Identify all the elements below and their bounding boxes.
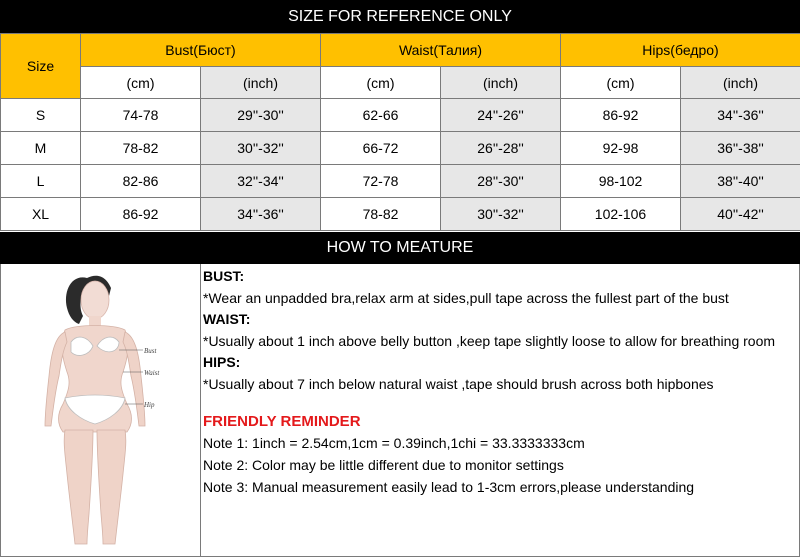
table-cell: 26''-28'': [441, 132, 561, 165]
chart-title: SIZE FOR REFERENCE ONLY: [0, 0, 800, 33]
table-cell: 24''-26'': [441, 99, 561, 132]
table-row: [1, 132, 800, 165]
hips-header: Hips(бедро): [561, 34, 800, 67]
table-cell: 78-82: [321, 198, 441, 231]
table-cell: 34''-36'': [681, 99, 800, 132]
table-header-row: [1, 34, 800, 67]
table-row: [1, 165, 800, 198]
table-cell: 29''-30'': [201, 99, 321, 132]
unit-header-row: [1, 67, 800, 99]
waist-label: Waist: [144, 369, 160, 377]
how-to-measure-title: HOW TO MEATURE: [0, 232, 800, 264]
table-cell: 86-92: [81, 198, 201, 231]
table-cell: 72-78: [321, 165, 441, 198]
waist-title: WAIST:: [203, 311, 251, 328]
measure-section: [0, 264, 800, 557]
unit-cell: (cm): [561, 67, 681, 99]
table-cell: 38''-40'': [681, 165, 800, 198]
table-cell: 66-72: [321, 132, 441, 165]
table-cell: 92-98: [561, 132, 681, 165]
note-2: Note 2: Color may be little different due to monitor settings: [203, 457, 564, 474]
table-cell: 40''-42'': [681, 198, 800, 231]
table-cell: 82-86: [81, 165, 201, 198]
size-cell: S: [1, 99, 81, 132]
table-cell: 30''-32'': [441, 198, 561, 231]
body-figure-panel: [1, 264, 201, 556]
size-table: [0, 33, 800, 231]
bust-header: Bust(Бюст): [81, 34, 321, 67]
table-cell: 28''-30'': [441, 165, 561, 198]
table-cell: 34''-36'': [201, 198, 321, 231]
size-cell: M: [1, 132, 81, 165]
unit-cell: (inch): [201, 67, 321, 99]
table-cell: 98-102: [561, 165, 681, 198]
waist-header: Waist(Талия): [321, 34, 561, 67]
unit-cell: (inch): [681, 67, 800, 99]
friendly-reminder-title: FRIENDLY REMINDER: [203, 412, 361, 430]
note-3: Note 3: Manual measurement easily lead to 1-3cm errors,please understanding: [203, 479, 695, 496]
table-cell: 36''-38'': [681, 132, 800, 165]
size-cell: XL: [1, 198, 81, 231]
table-cell: 74-78: [81, 99, 201, 132]
table-cell: 62-66: [321, 99, 441, 132]
bust-text: *Wear an unpadded bra,relax arm at sides,pull tape across the fullest part of the bust: [203, 289, 729, 306]
table-cell: 102-106: [561, 198, 681, 231]
hips-title: HIPS:: [203, 354, 241, 371]
hip-label: Hip: [144, 401, 155, 409]
bust-title: BUST:: [203, 268, 245, 284]
table-cell: 78-82: [81, 132, 201, 165]
table-cell: 30''-32'': [201, 132, 321, 165]
note-1: Note 1: 1inch = 2.54cm,1cm = 0.39inch,1chi = 33.3333333cm: [203, 435, 585, 452]
waist-text: *Usually about 1 inch above belly button ,keep tape slightly loose to allow for breathing room: [203, 332, 776, 349]
unit-cell: (cm): [81, 67, 201, 99]
size-cell: L: [1, 165, 81, 198]
hips-text: *Usually about 7 inch below natural waist ,tape should brush across both hipbones: [203, 375, 714, 392]
table-cell: 32''-34'': [201, 165, 321, 198]
unit-cell: (inch): [441, 67, 561, 99]
size-header: Size: [1, 34, 81, 99]
table-row: [1, 99, 800, 132]
table-row: [1, 198, 800, 231]
unit-cell: (cm): [321, 67, 441, 99]
bust-label: Bust: [144, 347, 157, 355]
measure-instructions: [203, 266, 799, 498]
table-cell: 86-92: [561, 99, 681, 132]
body-figure-illustration: [1, 264, 201, 556]
